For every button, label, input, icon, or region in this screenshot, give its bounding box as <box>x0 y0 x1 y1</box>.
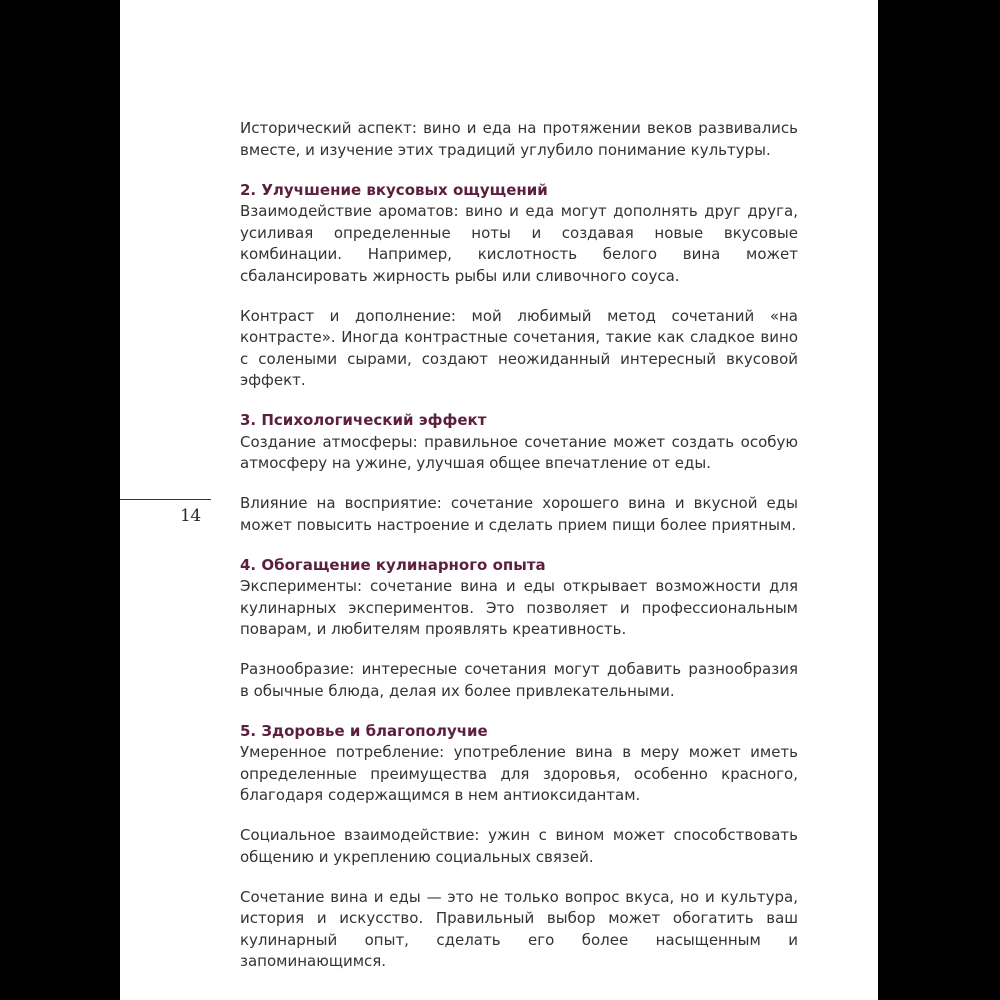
section-health <box>240 721 798 869</box>
section-paragraph: Взаимодействие ароматов: вино и еда могут дополнять друг друга, усиливая определенные ноты и создавая новые вкусовые комбинации. Например, кислотность белого вина может сбалансировать жирность рыбы или сливочного соуса. <box>240 202 798 285</box>
section-heading: 2. Улучшение вкусовых ощущений <box>240 180 548 199</box>
section-psychology <box>240 410 798 536</box>
section-paragraph: Контраст и дополнение: мой любимый метод сочетаний «на контрасте». Иногда контрастные сочетания, такие как сладкое вино с солеными сырами, создают неожиданный интересный вкусовой эффект. <box>240 306 798 389</box>
section-paragraph: Создание атмосферы: правильное сочетание может создать особую атмосферу на ужине, улучшая общее впечатление от еды. <box>240 432 798 472</box>
section-heading: 4. Обогащение кулинарного опыта <box>240 555 546 574</box>
conclusion-paragraph: Сочетание вина и еды — это не только вопрос вкуса, но и культура, история и искусство. Правильный выбор может обогатить ваш кулинарный опыт, сделать его более насыщенным и запоминающимся. <box>240 887 798 970</box>
section-culinary <box>240 555 798 703</box>
section-paragraph: Влияние на восприятие: сочетание хорошего вина и вкусной еды может повысить настроение и сделать прием пищи более приятным. <box>240 494 798 534</box>
section-paragraph: Умеренное потребление: употребление вина в меру может иметь определенные преимущества для здоровья, особенно красного, благодаря содержащимся в нем антиоксидантам. <box>240 743 798 804</box>
section-paragraph: Разнообразие: интересные сочетания могут добавить разнообразия в обычные блюда, делая их более привлекательными. <box>240 660 798 700</box>
book-page <box>120 0 878 1000</box>
section-paragraph: Эксперименты: сочетание вина и еды открывает возможности для кулинарных экспериментов. Это позволяет и профессиональным поварам, и любителям проявлять креативность. <box>240 577 798 638</box>
page-content <box>240 118 798 991</box>
section-paragraph: Социальное взаимодействие: ужин с вином может способствовать общению и укреплению социальных связей. <box>240 826 798 866</box>
section-taste <box>240 180 798 392</box>
intro-paragraph: Исторический аспект: вино и еда на протяжении веков развивались вместе, и изучение этих традиций углубило понимание культуры. <box>240 119 798 159</box>
section-heading: 5. Здоровье и благополучие <box>240 721 488 740</box>
page-number: 14 <box>180 506 201 526</box>
section-heading: 3. Психологический эффект <box>240 411 487 429</box>
margin-rule <box>120 499 211 500</box>
